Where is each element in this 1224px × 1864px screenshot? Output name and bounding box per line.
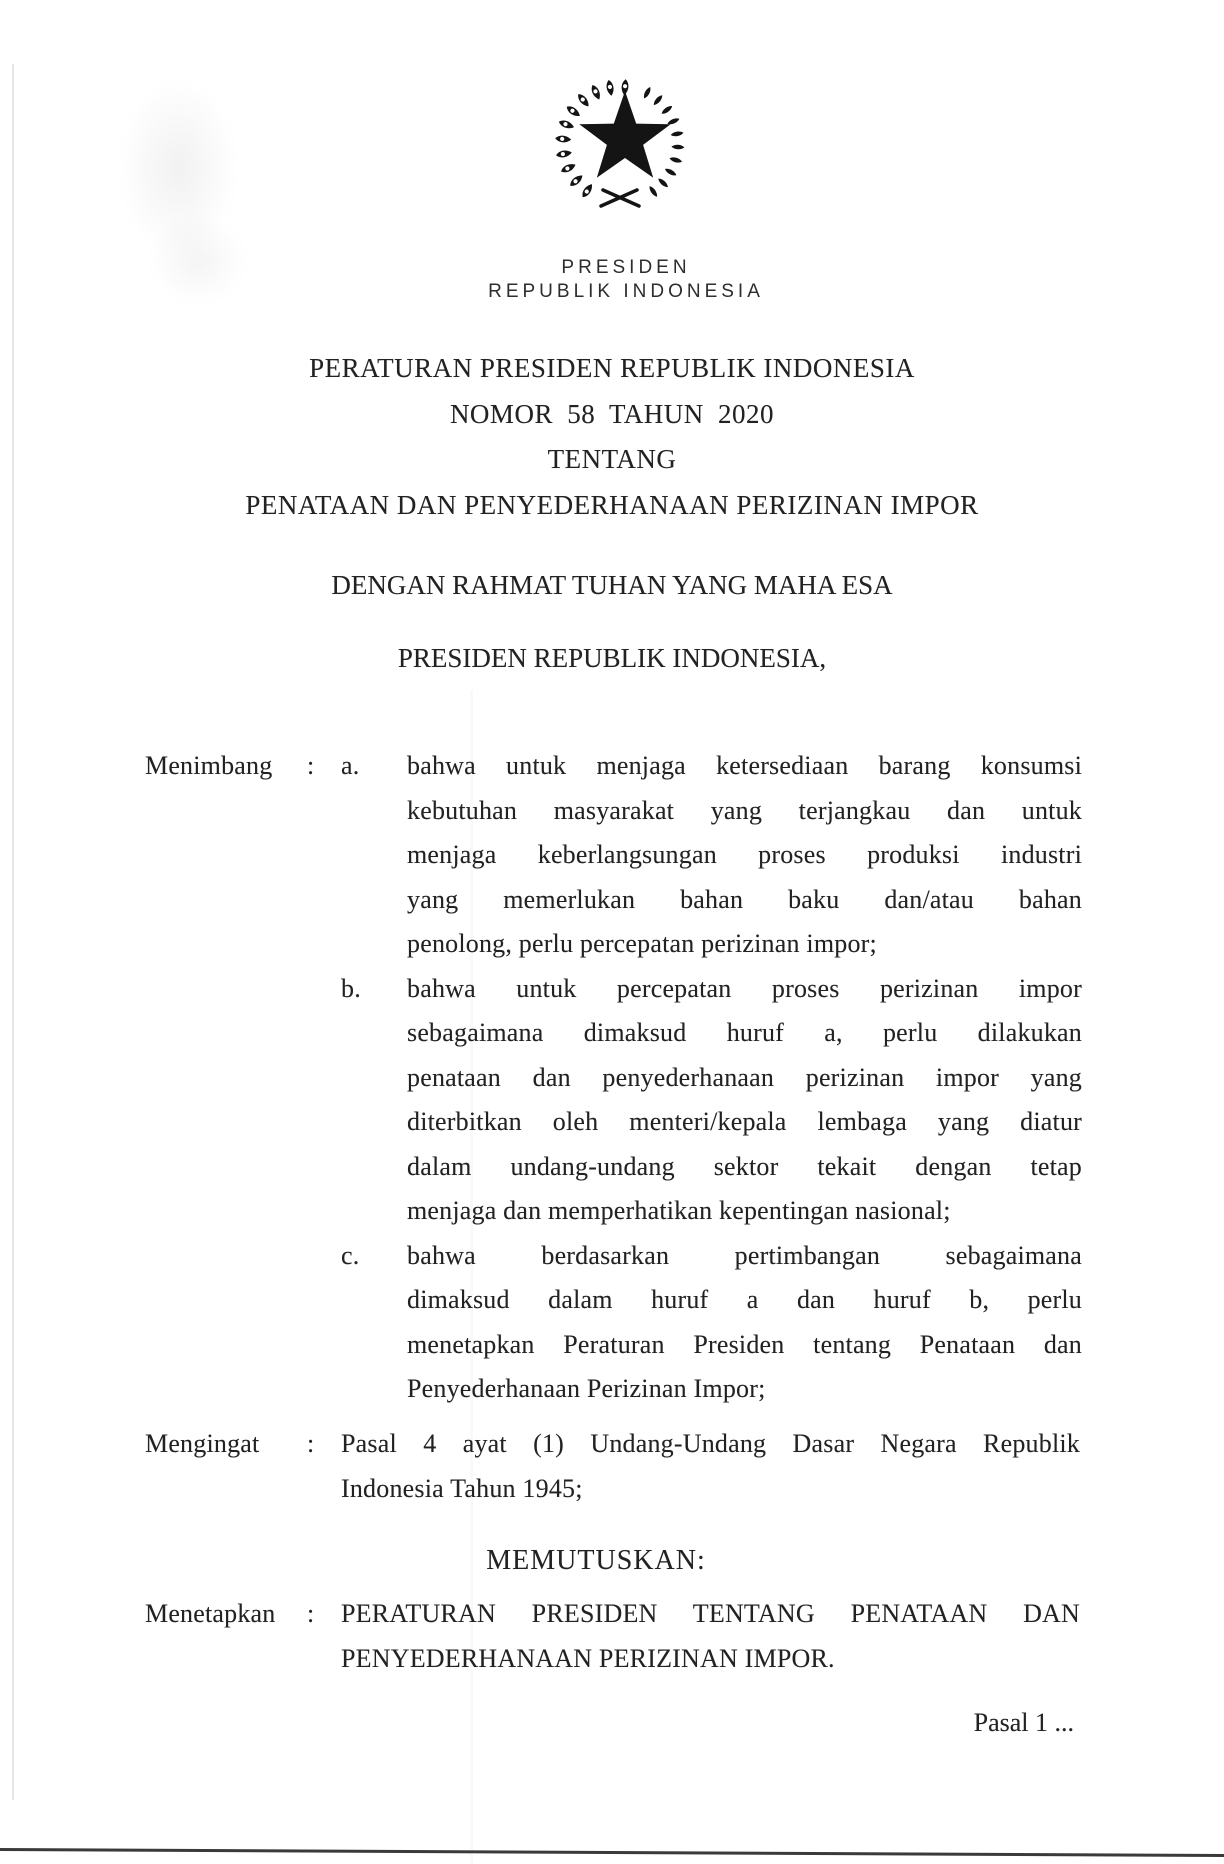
body-line: penataan dan penyederhanaan perizinan impor yang [407, 1062, 1082, 1092]
title-tentang: TENTANG [547, 444, 677, 474]
body-line: Indonesia Tahun 1945; [341, 1473, 583, 1503]
body-line: dimaksud dalam huruf a dan huruf b, perlu [407, 1285, 1082, 1314]
invocation-line: DENGAN RAHMAT TUHAN YANG MAHA ESA [331, 570, 893, 600]
body-line: penolong, perlu percepatan perizinan impor; [407, 929, 877, 958]
memutuskan-heading: MEMUTUSKAN: [486, 1545, 706, 1576]
body-line: menetapkan Peraturan Presiden tentang Penataan dan [407, 1329, 1082, 1359]
body-line: sebagaimana dimaksud huruf a, perlu dilakukan [407, 1018, 1082, 1047]
menetapkan-section [145, 1592, 1080, 1681]
body-line: Pasal 4 ayat (1) Undang-Undang Dasar Negara Republik [341, 1429, 1080, 1458]
item-lines [407, 744, 1082, 967]
body-line: PENYEDERHANAAN PERIZINAN IMPOR. [341, 1643, 835, 1673]
title-subject: PENATAAN DAN PENYEDERHANAAN PERIZINAN IMPOR [245, 489, 979, 520]
menimbang-items [341, 744, 1082, 1412]
mengingat-lines [341, 1422, 1080, 1511]
body-line: PERATURAN PRESIDEN TENTANG PENATAAN DAN [341, 1599, 1080, 1628]
menimbang-item-c [341, 1234, 1082, 1412]
item-letter: a. [341, 751, 360, 780]
menimbang-item-a [341, 744, 1082, 967]
body-line: menjaga dan memperhatikan kepentingan nasional; [407, 1196, 951, 1225]
body-line: dalam undang-undang sektor tekait dengan tetap [407, 1151, 1082, 1181]
title-line1: PERATURAN PRESIDEN REPUBLIK INDONESIA [309, 353, 915, 383]
menetapkan-label: Menetapkan [145, 1599, 276, 1628]
menimbang-label: Menimbang [145, 751, 273, 780]
body-line: Penyederhanaan Perizinan Impor; [407, 1374, 766, 1403]
item-lines [407, 1234, 1082, 1412]
menimbang-colon: : [307, 751, 315, 780]
menimbang-item-b [341, 967, 1082, 1234]
item-lines [407, 967, 1082, 1234]
item-letter: b. [341, 973, 361, 1003]
scan-bottom-edge-line [0, 1848, 1224, 1857]
mengingat-colon: : [307, 1429, 315, 1458]
body-line: yang memerlukan bahan baku dan/atau bahan [407, 884, 1082, 914]
scan-left-edge-line [12, 64, 14, 1800]
body-line: kebutuhan masyarakat yang terjangkau dan untuk [407, 795, 1082, 825]
menimbang-section [145, 744, 1082, 1412]
menetapkan-lines [341, 1592, 1080, 1681]
catchword-pasal-1: Pasal 1 ... [973, 1708, 1074, 1737]
regulation-title [0, 346, 1224, 528]
body-line: bahwa berdasarkan pertimbangan sebagaimana [407, 1240, 1082, 1270]
body-line: bahwa untuk percepatan proses perizinan impor [407, 973, 1082, 1003]
body-line: bahwa untuk menjaga ketersediaan barang konsumsi [407, 751, 1082, 780]
body-line: menjaga keberlangsungan proses produksi industri [407, 840, 1082, 869]
body-line: diterbitkan oleh menteri/kepala lembaga yang diatur [407, 1107, 1082, 1136]
title-number: NOMOR 58 TAHUN 2020 [449, 398, 775, 429]
letterhead [0, 256, 1224, 304]
letterhead-line2: REPUBLIK INDONESIA [488, 281, 764, 302]
mengingat-section [145, 1422, 1080, 1511]
item-letter: c. [341, 1240, 360, 1270]
letterhead-line1: PRESIDEN [561, 257, 691, 278]
mengingat-label: Mengingat [145, 1429, 260, 1458]
presidential-seal-icon [545, 76, 695, 226]
menetapkan-colon: : [307, 1599, 315, 1628]
wreath-right-grains [642, 86, 684, 198]
authority-line: PRESIDEN REPUBLIK INDONESIA, [397, 643, 827, 673]
